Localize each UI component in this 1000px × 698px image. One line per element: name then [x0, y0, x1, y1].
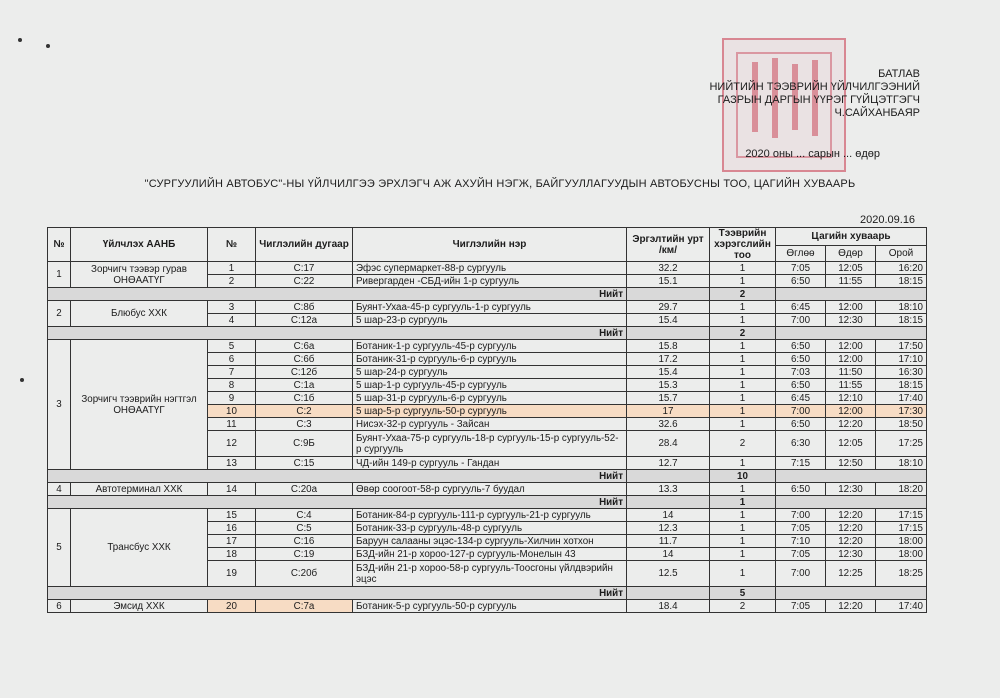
route-code: С:20б [256, 561, 353, 587]
route-index: 5 [208, 340, 256, 353]
time-noon: 11:55 [826, 379, 876, 392]
route-name: Баруун салааны эцэс-134-р сургууль-Хилчин хотхон [353, 535, 627, 548]
route-length: 15.1 [627, 275, 710, 288]
total-spacer [627, 327, 710, 340]
time-noon: 12:30 [826, 314, 876, 327]
route-code: С:12б [256, 366, 353, 379]
total-spacer [627, 288, 710, 301]
route-index: 8 [208, 379, 256, 392]
route-length: 28.4 [627, 431, 710, 457]
route-length: 11.7 [627, 535, 710, 548]
operator-name: Эмсид ХХК [71, 600, 208, 613]
route-name: Өвөр соогоот-58-р сургууль-7 буудал [353, 483, 627, 496]
route-length: 15.8 [627, 340, 710, 353]
total-row [48, 327, 927, 340]
route-index: 20 [208, 600, 256, 613]
time-evening: 18:15 [876, 314, 927, 327]
vehicle-count: 1 [710, 301, 776, 314]
route-name: 5 шар-5-р сургууль-50-р сургууль [353, 405, 627, 418]
route-name: Ботаник-84-р сургууль-111-р сургууль-21-р сургууль [353, 509, 627, 522]
time-evening: 17:15 [876, 522, 927, 535]
scan-speck [46, 44, 50, 48]
document-title: "СУРГУУЛИЙН АВТОБУС"-НЫ ҮЙЛЧИЛГЭЭ ЭРХЛЭГЧ АЖ АХУЙН НЭГЖ, БАЙГУУЛЛАГУУДЫН АВТОБУСНЫ ТОО, ЦАГИЙН ХУВААРЬ [144, 178, 856, 190]
route-code: С:15 [256, 457, 353, 470]
route-name: Буянт-Ухаа-75-р сургууль-18-р сургууль-15-р сургууль-52-р сургууль [353, 431, 627, 457]
time-morning: 7:05 [776, 522, 826, 535]
route-name: 5 шар-1-р сургууль-45-р сургууль [353, 379, 627, 392]
route-name: Нисэх-32-р сургууль - Зайсан [353, 418, 627, 431]
route-name: 5 шар-23-р сургууль [353, 314, 627, 327]
header-operator: Үйлчлэх ААНБ [71, 228, 208, 262]
route-name: ЧД-ийн 149-р сургууль - Гандан [353, 457, 627, 470]
time-morning: 7:05 [776, 262, 826, 275]
time-noon: 12:20 [826, 600, 876, 613]
total-spacer [627, 470, 710, 483]
route-code: С:19 [256, 548, 353, 561]
route-index: 6 [208, 353, 256, 366]
time-evening: 17:15 [876, 509, 927, 522]
time-morning: 6:50 [776, 379, 826, 392]
table-row [48, 600, 927, 613]
route-length: 17.2 [627, 353, 710, 366]
route-index: 14 [208, 483, 256, 496]
time-noon: 12:20 [826, 418, 876, 431]
header-no2: № [208, 228, 256, 262]
time-noon: 12:25 [826, 561, 876, 587]
route-code: С:7а [256, 600, 353, 613]
route-code: С:1а [256, 379, 353, 392]
operator-name: Трансбус ХХК [71, 509, 208, 587]
header-schedule: Цагийн хуваарь [776, 228, 927, 246]
time-evening: 18:15 [876, 379, 927, 392]
time-morning: 6:50 [776, 418, 826, 431]
total-spacer [776, 327, 927, 340]
time-morning: 7:00 [776, 561, 826, 587]
time-morning: 7:05 [776, 600, 826, 613]
time-evening: 18:00 [876, 535, 927, 548]
time-evening: 18:25 [876, 561, 927, 587]
time-evening: 17:40 [876, 600, 927, 613]
total-value: 2 [710, 327, 776, 340]
total-spacer [776, 470, 927, 483]
route-name: Ботаник-1-р сургууль-45-р сургууль [353, 340, 627, 353]
total-row [48, 470, 927, 483]
time-noon: 12:50 [826, 457, 876, 470]
time-evening: 18:10 [876, 301, 927, 314]
time-noon: 12:05 [826, 262, 876, 275]
time-morning: 7:10 [776, 535, 826, 548]
operator-name: Зорчигч тээврийн нэгтгэл ОНӨААТҮГ [71, 340, 208, 470]
route-code: С:20а [256, 483, 353, 496]
route-code: С:12а [256, 314, 353, 327]
total-spacer [776, 496, 927, 509]
route-length: 32.2 [627, 262, 710, 275]
route-length: 14 [627, 509, 710, 522]
route-code: С:3 [256, 418, 353, 431]
route-index: 1 [208, 262, 256, 275]
operator-number: 1 [48, 262, 71, 288]
time-noon: 12:00 [826, 340, 876, 353]
time-morning: 7:00 [776, 509, 826, 522]
route-length: 17 [627, 405, 710, 418]
time-noon: 12:20 [826, 509, 876, 522]
time-evening: 18:15 [876, 275, 927, 288]
route-index: 2 [208, 275, 256, 288]
schedule-table [47, 227, 927, 613]
route-code: С:16 [256, 535, 353, 548]
route-name: Ботаник-5-р сургууль-50-р сургууль [353, 600, 627, 613]
time-morning: 6:50 [776, 275, 826, 288]
time-morning: 6:30 [776, 431, 826, 457]
total-spacer [627, 587, 710, 600]
header-route-no: Чиглэлийн дугаар [256, 228, 353, 262]
route-index: 19 [208, 561, 256, 587]
route-code: С:6б [256, 353, 353, 366]
route-name: БЗД-ийн 21-р хороо-127-р сургууль-Монелын 43 [353, 548, 627, 561]
route-index: 10 [208, 405, 256, 418]
time-evening: 18:20 [876, 483, 927, 496]
route-code: С:6а [256, 340, 353, 353]
route-name: БЗД-ийн 21-р хороо-58-р сургууль-Тоосгоны үйлдвэрийн эцэс [353, 561, 627, 587]
total-label: Нийт [48, 496, 627, 509]
route-length: 32.6 [627, 418, 710, 431]
table-row [48, 483, 927, 496]
route-name: Ботаник-31-р сургууль-6-р сургууль [353, 353, 627, 366]
route-index: 11 [208, 418, 256, 431]
vehicle-count: 1 [710, 509, 776, 522]
scan-speck [18, 38, 22, 42]
total-value: 10 [710, 470, 776, 483]
route-code: С:4 [256, 509, 353, 522]
time-evening: 17:30 [876, 405, 927, 418]
time-noon: 12:05 [826, 431, 876, 457]
time-evening: 17:50 [876, 340, 927, 353]
route-code: С:1б [256, 392, 353, 405]
approval-line1: БАТЛАВ [878, 68, 920, 80]
vehicle-count: 1 [710, 379, 776, 392]
header-vehicles: Тээврийн хэрэгслийн тоо [710, 228, 776, 262]
total-label: Нийт [48, 327, 627, 340]
table-row [48, 301, 927, 314]
time-morning: 6:45 [776, 392, 826, 405]
time-morning: 6:50 [776, 353, 826, 366]
time-noon: 12:20 [826, 535, 876, 548]
route-name: Ривергарден -СБД-ийн 1-р сургууль [353, 275, 627, 288]
vehicle-count: 1 [710, 405, 776, 418]
route-index: 7 [208, 366, 256, 379]
time-evening: 16:30 [876, 366, 927, 379]
approval-line3: ГАЗРЫН ДАРГЫН ҮҮРЭГ ГҮЙЦЭТГЭГЧ [717, 94, 920, 106]
vehicle-count: 1 [710, 262, 776, 275]
approval-block [709, 68, 920, 161]
route-index: 13 [208, 457, 256, 470]
operator-name: Зорчигч тээвэр гурав ОНӨААТҮГ [71, 262, 208, 288]
time-noon: 12:00 [826, 301, 876, 314]
table-row [48, 340, 927, 353]
route-code: С:17 [256, 262, 353, 275]
route-length: 12.3 [627, 522, 710, 535]
header-no: № [48, 228, 71, 262]
header-noon: Өдөр [826, 246, 876, 262]
vehicle-count: 1 [710, 353, 776, 366]
route-index: 12 [208, 431, 256, 457]
vehicle-count: 1 [710, 418, 776, 431]
time-morning: 7:03 [776, 366, 826, 379]
time-noon: 12:10 [826, 392, 876, 405]
total-label: Нийт [48, 288, 627, 301]
time-evening: 16:20 [876, 262, 927, 275]
time-morning: 7:00 [776, 314, 826, 327]
time-evening: 18:10 [876, 457, 927, 470]
header-route-name: Чиглэлийн нэр [353, 228, 627, 262]
header-length: Эргэлтийн урт /км/ [627, 228, 710, 262]
route-index: 17 [208, 535, 256, 548]
total-spacer [627, 496, 710, 509]
route-length: 13.3 [627, 483, 710, 496]
route-index: 15 [208, 509, 256, 522]
time-noon: 11:55 [826, 275, 876, 288]
time-noon: 12:20 [826, 522, 876, 535]
route-length: 29.7 [627, 301, 710, 314]
operator-number: 3 [48, 340, 71, 470]
total-value: 1 [710, 496, 776, 509]
route-name: 5 шар-31-р сургууль-6-р сургууль [353, 392, 627, 405]
vehicle-count: 2 [710, 600, 776, 613]
total-spacer [776, 288, 927, 301]
route-code: С:2 [256, 405, 353, 418]
time-noon: 12:00 [826, 353, 876, 366]
time-evening: 17:40 [876, 392, 927, 405]
route-index: 3 [208, 301, 256, 314]
route-index: 16 [208, 522, 256, 535]
time-evening: 17:10 [876, 353, 927, 366]
vehicle-count: 1 [710, 483, 776, 496]
approval-line2: НИЙТИЙН ТЭЭВРИЙН ҮЙЛЧИЛГЭЭНИЙ [709, 81, 920, 93]
vehicle-count: 1 [710, 522, 776, 535]
route-index: 4 [208, 314, 256, 327]
time-noon: 12:30 [826, 483, 876, 496]
vehicle-count: 2 [710, 431, 776, 457]
total-row [48, 288, 927, 301]
vehicle-count: 1 [710, 340, 776, 353]
total-label: Нийт [48, 587, 627, 600]
route-code: С:8б [256, 301, 353, 314]
total-row [48, 587, 927, 600]
total-label: Нийт [48, 470, 627, 483]
time-noon: 12:00 [826, 405, 876, 418]
vehicle-count: 1 [710, 548, 776, 561]
time-morning: 7:15 [776, 457, 826, 470]
route-name: Эфэс супермаркет-88-р сургууль [353, 262, 627, 275]
route-index: 18 [208, 548, 256, 561]
total-value: 2 [710, 288, 776, 301]
total-value: 5 [710, 587, 776, 600]
time-morning: 7:05 [776, 548, 826, 561]
time-noon: 11:50 [826, 366, 876, 379]
operator-number: 2 [48, 301, 71, 327]
route-length: 12.5 [627, 561, 710, 587]
operator-name: Автотерминал ХХК [71, 483, 208, 496]
vehicle-count: 1 [710, 535, 776, 548]
vehicle-count: 1 [710, 366, 776, 379]
route-name: 5 шар-24-р сургууль [353, 366, 627, 379]
route-code: С:5 [256, 522, 353, 535]
route-index: 9 [208, 392, 256, 405]
operator-number: 4 [48, 483, 71, 496]
operator-name: Блюбус ХХК [71, 301, 208, 327]
time-evening: 18:00 [876, 548, 927, 561]
vehicle-count: 1 [710, 275, 776, 288]
table-row [48, 262, 927, 275]
total-row [48, 496, 927, 509]
vehicle-count: 1 [710, 561, 776, 587]
time-noon: 12:30 [826, 548, 876, 561]
document-date: 2020.09.16 [860, 214, 916, 226]
operator-number: 6 [48, 600, 71, 613]
time-morning: 6:50 [776, 483, 826, 496]
route-length: 14 [627, 548, 710, 561]
route-length: 15.3 [627, 379, 710, 392]
vehicle-count: 1 [710, 314, 776, 327]
time-morning: 6:45 [776, 301, 826, 314]
table-row [48, 509, 927, 522]
route-name: Ботаник-33-р сургууль-48-р сургууль [353, 522, 627, 535]
route-name: Буянт-Ухаа-45-р сургууль-1-р сургууль [353, 301, 627, 314]
route-length: 15.4 [627, 366, 710, 379]
approval-date: 2020 оны ... сарын ... өдөр [745, 148, 880, 160]
time-evening: 18:50 [876, 418, 927, 431]
time-evening: 17:25 [876, 431, 927, 457]
route-code: С:22 [256, 275, 353, 288]
route-length: 15.4 [627, 314, 710, 327]
vehicle-count: 1 [710, 457, 776, 470]
approval-line4: Ч.САЙХАНБАЯР [834, 107, 920, 119]
route-length: 15.7 [627, 392, 710, 405]
route-length: 12.7 [627, 457, 710, 470]
scan-speck [20, 378, 24, 382]
route-length: 18.4 [627, 600, 710, 613]
vehicle-count: 1 [710, 392, 776, 405]
header-evening: Орой [876, 246, 927, 262]
time-morning: 6:50 [776, 340, 826, 353]
route-code: С:9Б [256, 431, 353, 457]
operator-number: 5 [48, 509, 71, 587]
total-spacer [776, 587, 927, 600]
time-morning: 7:00 [776, 405, 826, 418]
header-morning: Өглөө [776, 246, 826, 262]
